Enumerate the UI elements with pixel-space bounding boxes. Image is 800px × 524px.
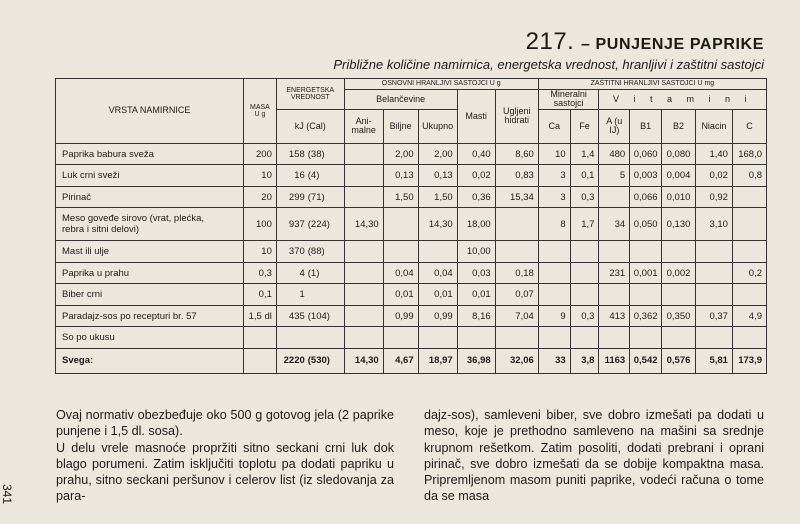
ingredient-name: Luk crni sveži (62, 170, 120, 182)
header-protective-group: ZAŠTITNI HRANLJIVI SASTOJCI U mg (538, 79, 766, 90)
ingredient-name: Meso goveđe sirovo (vrat, plećka, (62, 213, 205, 225)
recipe-title (526, 28, 764, 56)
header-ca: Ca (538, 109, 570, 143)
cell-niacin: 0,37 (695, 305, 732, 327)
energy-kj: 435 (288, 310, 305, 322)
total-row (56, 348, 767, 373)
instructions-left-column (56, 407, 394, 505)
header-niacin: Niacin (695, 109, 732, 143)
cell-plant: 1,50 (383, 186, 418, 208)
cell-plant: 0,99 (383, 305, 418, 327)
cell-vitamin-c (732, 327, 766, 349)
cell-animal (344, 327, 383, 349)
cell-plant (383, 241, 418, 263)
cell-energy (276, 327, 344, 349)
cell-animal (344, 262, 383, 284)
cell-animal (344, 143, 383, 165)
cell-vitamin-b1: 0,050 (630, 208, 662, 241)
cell-vitamin-b1: 0,066 (630, 186, 662, 208)
cell-carb: 8,60 (495, 143, 538, 165)
cell-vitamin-a (599, 284, 630, 306)
energy-kj: 937 (288, 218, 305, 230)
cell-vitamin-b1 (630, 327, 662, 349)
cell-ingredient (56, 143, 244, 165)
cell-total: 0,99 (418, 305, 457, 327)
cell-energy (276, 262, 344, 284)
cell-mass (244, 327, 277, 349)
cell-ca (538, 284, 570, 306)
cell-ingredient (56, 262, 244, 284)
recipe-name: – PUNJENJE PAPRIKE (580, 36, 764, 53)
cell-vitamin-a: 1163 (599, 348, 630, 373)
cell-animal (344, 284, 383, 306)
cell-energy (276, 143, 344, 165)
cell-fat (457, 327, 495, 349)
cell-vitamin-c: 173,9 (732, 348, 766, 373)
cell-vitamin-a: 480 (599, 143, 630, 165)
cell-energy (276, 284, 344, 306)
ingredient-name: Pirinač (62, 191, 92, 203)
table-row (56, 284, 767, 306)
cell-ca: 3 (538, 165, 570, 187)
cell-vitamin-b2: 0,002 (662, 262, 696, 284)
cell-total: 0,01 (418, 284, 457, 306)
header-energy-unit: kJ (Cal) (276, 109, 344, 143)
energy-cal: (1) (307, 267, 320, 279)
header-energy: ENERGETSKA VREDNOST (276, 79, 344, 110)
header-basic-group: OSNOVNI HRANLJIVI SASTOJCI U g (344, 79, 538, 90)
cell-vitamin-a: 231 (599, 262, 630, 284)
cell-fe: 1,4 (570, 143, 599, 165)
cell-vitamin-b2: 0,576 (662, 348, 696, 373)
energy-cal: (224) (307, 218, 330, 230)
cell-ingredient (56, 186, 244, 208)
cell-vitamin-b2 (662, 241, 696, 263)
header-fats: Masti (457, 90, 495, 144)
header-vitamin-c: C (732, 109, 766, 143)
cell-fe: 0,3 (570, 186, 599, 208)
cell-mass: 20 (244, 186, 277, 208)
cell-mass: 10 (244, 241, 277, 263)
cell-mass: 200 (244, 143, 277, 165)
cell-vitamin-c: 0,2 (732, 262, 766, 284)
cell-vitamin-a: 5 (599, 165, 630, 187)
cell-energy (276, 186, 344, 208)
cell-ca (538, 327, 570, 349)
cell-vitamin-b1: 0,003 (630, 165, 662, 187)
cell-vitamin-c (732, 241, 766, 263)
cell-vitamin-c: 0,8 (732, 165, 766, 187)
instructions-paragraph: Ovaj normativ obezbeđuje oko 500 g gotovog jela (2 paprike punjene i 1,5 dl. sosa). (56, 408, 394, 439)
cell-animal (344, 165, 383, 187)
energy-cal: (104) (307, 310, 330, 322)
ingredient-name: So po ukusu (62, 332, 115, 344)
cell-carb: 0,18 (495, 262, 538, 284)
cell-niacin: 0,02 (695, 165, 732, 187)
cell-animal: 14,30 (344, 348, 383, 373)
cell-niacin (695, 241, 732, 263)
cell-fat: 0,01 (457, 284, 495, 306)
header-vitamin-a: A (u IJ) (599, 109, 630, 143)
cell-fe: 3,8 (570, 348, 599, 373)
cell-niacin: 1,40 (695, 143, 732, 165)
header-plant: Biljne (383, 109, 418, 143)
table-row (56, 143, 767, 165)
cell-vitamin-b1: 0,542 (630, 348, 662, 373)
cell-niacin (695, 262, 732, 284)
table-row (56, 186, 767, 208)
cell-fe (570, 262, 599, 284)
cell-ingredient (56, 284, 244, 306)
header-proteins: Belančevine (344, 90, 457, 110)
cell-fe: 1,7 (570, 208, 599, 241)
cell-vitamin-c: 4,9 (732, 305, 766, 327)
cell-total: 18,97 (418, 348, 457, 373)
cell-total (418, 327, 457, 349)
cell-vitamin-b1 (630, 241, 662, 263)
cell-vitamin-a: 413 (599, 305, 630, 327)
cell-total (418, 241, 457, 263)
cell-ingredient (56, 241, 244, 263)
cell-ca: 9 (538, 305, 570, 327)
cell-vitamin-b1: 0,001 (630, 262, 662, 284)
cell-energy (276, 241, 344, 263)
energy-cal: (4) (307, 170, 320, 182)
instructions-paragraph: U delu vrele masnoće propržiti sitno seckani crni luk dok blago porumeni. Zatim isključiti toplotu pa dodati papriku u prahu, sitno seckani peršunov i celerov list (iz sledovanja za para- (56, 440, 394, 504)
ingredient-name: Biber crni (62, 289, 103, 301)
cell-mass: 10 (244, 165, 277, 187)
header-vitamins: V i t a m i n i (599, 90, 767, 110)
cell-carb: 0,07 (495, 284, 538, 306)
table-row (56, 165, 767, 187)
cell-ca: 33 (538, 348, 570, 373)
cell-mass (244, 348, 277, 373)
cell-fat: 36,98 (457, 348, 495, 373)
instructions-paragraph: dajz-sos), samleveni biber, sve dobro izmešati pa dodati u meso, koje je prethodno samleveno na mašini sa srednje krupnom rešetkom. Zatim posoliti, dodati prebrani i oprani pirinač, sve dobro izmešati da se dobije kompaktna masa. Pripremljenom masom puniti paprike, vodeći računa o tome da se masa (424, 408, 764, 504)
cell-carb: 7,04 (495, 305, 538, 327)
cell-animal: 14,30 (344, 208, 383, 241)
cell-mass: 0,3 (244, 262, 277, 284)
cell-vitamin-b2: 0,080 (662, 143, 696, 165)
cell-vitamin-b1 (630, 284, 662, 306)
cell-carb (495, 327, 538, 349)
cell-ingredient (56, 165, 244, 187)
cell-vitamin-a (599, 327, 630, 349)
cell-carb: 15,34 (495, 186, 538, 208)
header-vitamin-b2: B2 (662, 109, 696, 143)
ingredient-name-continued: rebra i sitni delovi) (62, 224, 140, 236)
table-row (56, 241, 767, 263)
cell-energy (276, 348, 344, 373)
cell-ca: 8 (538, 208, 570, 241)
table-row (56, 262, 767, 284)
ingredient-name: Svega: (62, 355, 94, 367)
cell-vitamin-c (732, 208, 766, 241)
cell-ingredient (56, 348, 244, 373)
energy-cal: (88) (307, 246, 325, 258)
cell-vitamin-a (599, 241, 630, 263)
energy-kj: 16 (294, 170, 305, 182)
cell-niacin: 0,92 (695, 186, 732, 208)
cell-plant: 2,00 (383, 143, 418, 165)
cell-fe: 0,3 (570, 305, 599, 327)
cell-vitamin-b1: 0,060 (630, 143, 662, 165)
table-row (56, 305, 767, 327)
cell-animal (344, 186, 383, 208)
cell-energy (276, 208, 344, 241)
cell-ca (538, 262, 570, 284)
header-vitamin-b1: B1 (630, 109, 662, 143)
cell-plant (383, 208, 418, 241)
cell-vitamin-c (732, 284, 766, 306)
cell-plant: 4,67 (383, 348, 418, 373)
table-row (56, 208, 767, 241)
cell-fat: 8,16 (457, 305, 495, 327)
cell-carb (495, 208, 538, 241)
cell-mass: 0,1 (244, 284, 277, 306)
cell-vitamin-c: 168,0 (732, 143, 766, 165)
energy-cal: (71) (307, 191, 325, 203)
energy-kj: 370 (288, 246, 305, 258)
cell-vitamin-b2 (662, 284, 696, 306)
cell-fe (570, 241, 599, 263)
cell-vitamin-b2: 0,130 (662, 208, 696, 241)
cell-vitamin-a: 34 (599, 208, 630, 241)
cell-ingredient (56, 327, 244, 349)
cell-total: 0,13 (418, 165, 457, 187)
header-mass-label: MASA (250, 103, 270, 111)
cell-ingredient (56, 208, 244, 241)
cell-animal (344, 241, 383, 263)
page-number: 341 (0, 484, 14, 505)
header-mass (244, 79, 277, 144)
ingredient-name: Paradajz-sos po recepturi br. 57 (62, 310, 197, 322)
energy-kj: 299 (288, 191, 305, 203)
cell-carb: 0,83 (495, 165, 538, 187)
energy-cal: (530) (307, 355, 330, 367)
instructions-right-column (424, 407, 764, 505)
cell-niacin (695, 327, 732, 349)
cell-fat: 10,00 (457, 241, 495, 263)
cell-carb: 32,06 (495, 348, 538, 373)
cell-niacin: 5,81 (695, 348, 732, 373)
ingredient-name: Mast ili ulje (62, 246, 109, 258)
energy-kj: 4 (299, 267, 305, 279)
header-total: Ukupno (418, 109, 457, 143)
header-mass-unit: U g (254, 110, 266, 118)
header-carbs: Ugljeni hidrati (495, 90, 538, 144)
energy-cal: (38) (307, 148, 325, 160)
cell-total: 0,04 (418, 262, 457, 284)
cell-carb (495, 241, 538, 263)
cell-vitamin-b2: 0,010 (662, 186, 696, 208)
cell-vitamin-b2 (662, 327, 696, 349)
cell-ingredient (56, 305, 244, 327)
energy-kj: 1 (299, 289, 305, 301)
cell-fe: 0,1 (570, 165, 599, 187)
cell-total: 14,30 (418, 208, 457, 241)
cell-plant: 0,01 (383, 284, 418, 306)
energy-kj: 2220 (283, 355, 305, 367)
cell-fat: 18,00 (457, 208, 495, 241)
cell-vitamin-c (732, 186, 766, 208)
cell-vitamin-b2: 0,350 (662, 305, 696, 327)
header-fe: Fe (570, 109, 599, 143)
cell-fe (570, 327, 599, 349)
cell-ca: 3 (538, 186, 570, 208)
nutrition-table (55, 78, 767, 374)
cell-vitamin-b2: 0,004 (662, 165, 696, 187)
cell-niacin: 3,10 (695, 208, 732, 241)
cell-vitamin-a (599, 186, 630, 208)
header-animal: Ani- malne (344, 109, 383, 143)
cell-plant: 0,13 (383, 165, 418, 187)
cell-fat: 0,02 (457, 165, 495, 187)
header-ingredient: VRSTA NAMIRNICE (56, 79, 244, 144)
cell-total: 2,00 (418, 143, 457, 165)
cell-fat: 0,40 (457, 143, 495, 165)
cell-animal (344, 305, 383, 327)
cell-niacin (695, 284, 732, 306)
page-subtitle: Približne količine namirnica, energetska vrednost, hranljivi i zaštitni sastojci (333, 57, 764, 72)
cell-energy (276, 305, 344, 327)
ingredient-name: Paprika babura sveža (62, 148, 154, 160)
cell-fat: 0,03 (457, 262, 495, 284)
cell-plant: 0,04 (383, 262, 418, 284)
energy-kj: 158 (288, 148, 305, 160)
table-row (56, 327, 767, 349)
cell-mass: 1,5 dl (244, 305, 277, 327)
cell-ca (538, 241, 570, 263)
cell-mass: 100 (244, 208, 277, 241)
cell-total: 1,50 (418, 186, 457, 208)
cell-vitamin-b1: 0,362 (630, 305, 662, 327)
cell-fat: 0,36 (457, 186, 495, 208)
header-minerals: Mineralni sastojci (538, 90, 599, 110)
ingredient-name: Paprika u prahu (62, 267, 130, 279)
cell-plant (383, 327, 418, 349)
table-body (56, 143, 767, 373)
cell-fe (570, 284, 599, 306)
recipe-number: 217. (525, 28, 575, 55)
cell-ca: 10 (538, 143, 570, 165)
cell-energy (276, 165, 344, 187)
